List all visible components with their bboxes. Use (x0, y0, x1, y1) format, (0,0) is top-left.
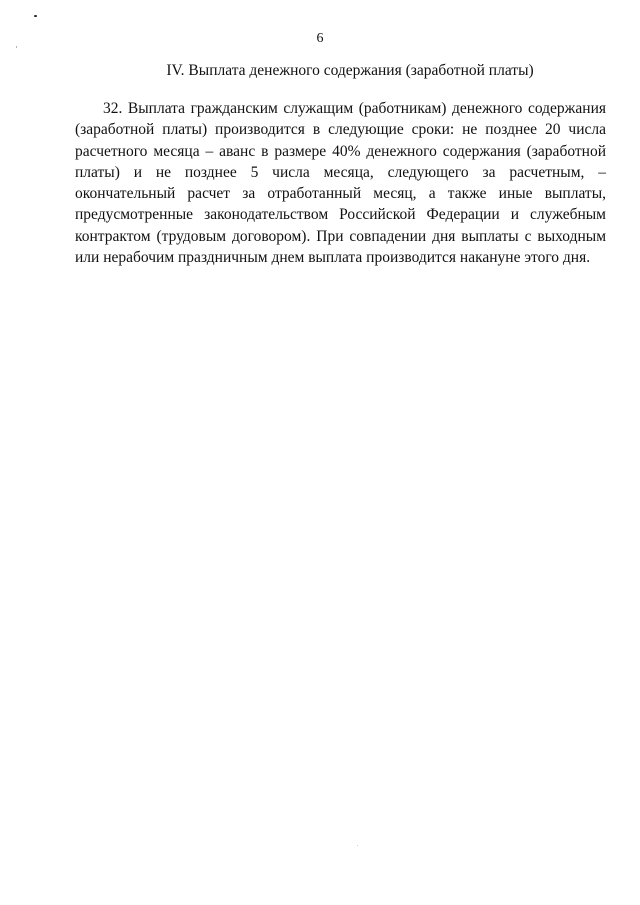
section-heading: IV. Выплата денежного содержания (заработной платы) (166, 62, 534, 79)
scan-speck (357, 845, 358, 846)
clause-32-paragraph: 32. Выплата гражданским служащим (работникам) денежного содержания (заработной платы) производится в следующие сроки: не позднее 20 числа расчетного месяца – аванс в размере 40% денежного содержания (заработной платы) и не позднее 5 числа месяца, следующего за расчетным, – окончательный расчет за отработанный месяц, а также иные выплаты, предусмотренные законодательством Российской Федерации и служебным контрактом (трудовым договором). При совпадении дня выплаты с выходным или нерабочим праздничным днем выплата производится накануне этого дня. (75, 100, 606, 267)
page-number: 6 (316, 31, 324, 46)
scan-speck (34, 15, 37, 17)
